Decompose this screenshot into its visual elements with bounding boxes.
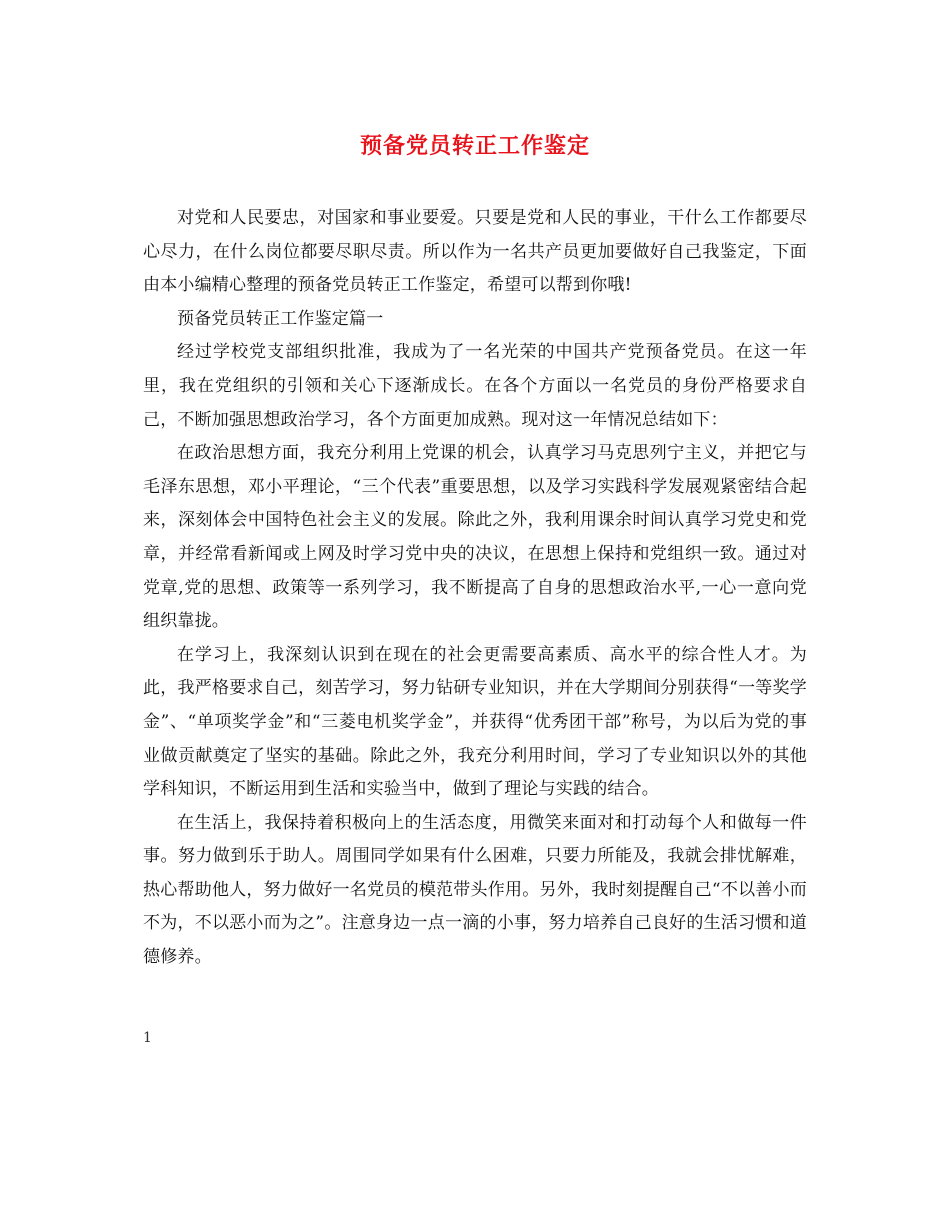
body-paragraph: 在政治思想方面，我充分利用上党课的机会，认真学习马克思列宁主义，并把它与毛泽东思想，邓小平理论，“三个代表”重要思想，以及学习实践科学发展观紧密结合起来，深刻体会中国特色社会主义的发展。除此之外，我利用课余时间认真学习党史和党章，并经常看新闻或上网及时学习党中央的决议，在思想上保持和党组织一致。通过对党章,党的思想、政策等一系列学习，我不断提高了自身的思想政治水平,一心一意向党组织靠拢。 — [143, 443, 807, 632]
document-title: 预备党员转正工作鉴定 — [359, 133, 590, 159]
body-paragraph: 在生活上，我保持着积极向上的生活态度，用微笑来面对和打动每个人和做每一件事。努力做到乐于助人。周围同学如果有什么困难，只要力所能及，我就会排忧解难，热心帮助他人，努力做好一名党员的模范带头作用。另外，我时刻提醒自己“不以善小而不为，不以恶小而为之”。注意身边一点一滴的小事，努力培养自己良好的生活习惯和道德修养。 — [143, 812, 807, 968]
section-heading: 预备党员转正工作鉴定篇一 — [177, 308, 384, 329]
page-number: 1 — [143, 1030, 152, 1046]
body-paragraph: 在学习上，我深刻认识到在现在的社会更需要高素质、高水平的综合性人才。为此，我严格要求自己，刻苦学习，努力钻研专业知识，并在大学期间分别获得“一等奖学金”、“单项奖学金”和“三菱电机奖学金”，并获得“优秀团干部”称号，为以后为党的事业做贡献奠定了坚实的基础。除此之外，我充分利用时间，学习了专业知识以外的其他学科知识，不断运用到生活和实验当中，做到了理论与实践的结合。 — [143, 644, 807, 800]
document-body — [143, 202, 807, 975]
intro-paragraph: 对党和人民要忠，对国家和事业要爱。只要是党和人民的事业，干什么工作都要尽心尽力，在什么岗位都要尽职尽责。所以作为一名共产员更加要做好自己我鉴定，下面由本小编精心整理的预备党员转正工作鉴定，希望可以帮到你哦! — [143, 208, 807, 296]
body-paragraph: 经过学校党支部组织批准，我成为了一名光荣的中国共产党预备党员。在这一年里，我在党组织的引领和关心下逐渐成长。在各个方面以一名党员的身份严格要求自己，不断加强思想政治学习，各个方面更加成熟。现对这一年情况总结如下： — [143, 342, 807, 430]
